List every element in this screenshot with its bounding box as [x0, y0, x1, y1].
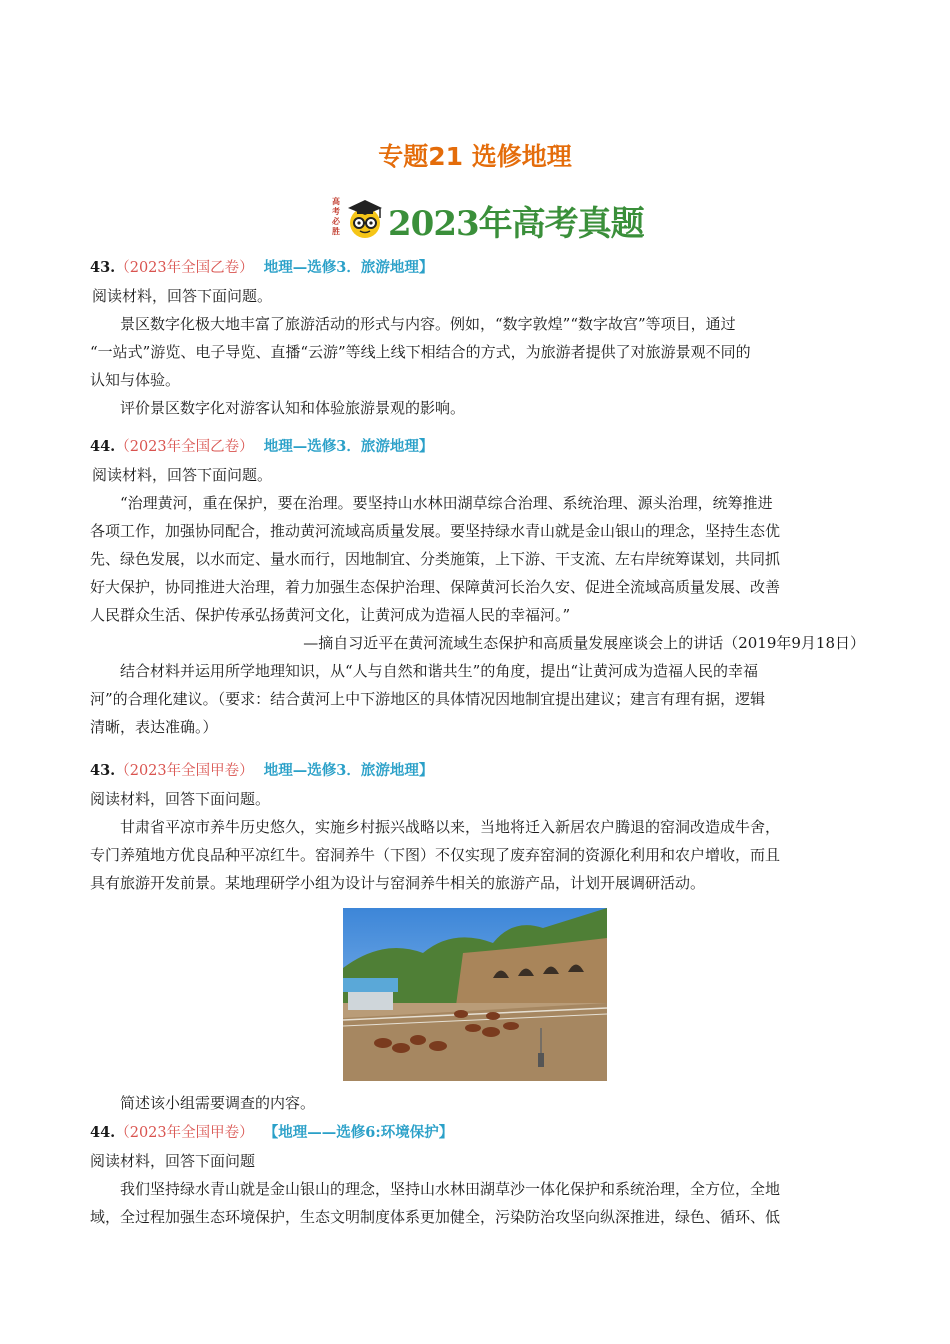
question-prompt-line: 清晰，表达准确。） [90, 718, 218, 736]
material-line: 景区数字化极大地丰富了旅游活动的形式与内容。例如，“数字敦煌”“数字故宫”等项目，通过 [120, 315, 736, 333]
material-line: 我们坚持绿水青山就是金山银山的理念，坚持山水林田湖草沙一体化保护和系统治理，全方位，全地 [120, 1180, 781, 1198]
material-line: 好大保护，协同推进大治理，着力加强生态保护治理、保障黄河长治久安、促进全流域高质量发展、改善 [90, 578, 781, 596]
question-number: 43. [90, 762, 116, 779]
question-1 [90, 254, 865, 422]
graduate-mascot-icon [344, 196, 386, 240]
question-source: （2023年全国甲卷） [115, 763, 254, 779]
question-number: 43. [90, 259, 116, 276]
question-prompt-line: 河”的合理化建议。（要求：结合黄河上中下游地区的具体情况因地制宜提出建议；建言有理有据，逻辑 [90, 690, 766, 708]
question-topic: 地理—选修3．旅游地理】 [263, 438, 434, 455]
question-topic: 地理—选修3．旅游地理】 [263, 259, 434, 276]
citation: —摘自习近平在黄河流域生态保护和高质量发展座谈会上的讲话（2019年9月18日） [303, 634, 865, 652]
material-line: 各项工作，加强协同配合，推动黄河流域高质量发展。要坚持绿水青山就是金山银山的理念，坚持生态优 [90, 522, 781, 540]
question-number: 44. [90, 1124, 116, 1141]
question-header [90, 1119, 865, 1147]
material-line: 人民群众生活、保护传承弘扬黄河文化，让黄河成为造福人民的幸福河。” [90, 606, 571, 624]
question-topic: 地理—选修3．旅游地理】 [263, 762, 434, 779]
question-header [90, 433, 865, 461]
material-line: 具有旅游开发前景。某地理研学小组为设计与窑洞养牛相关的旅游产品，计划开展调研活动。 [90, 874, 706, 892]
cave-cattle-farm-photo [343, 908, 607, 1081]
question-2 [90, 433, 865, 741]
question-prompt: 评价景区数字化对游客认知和体验旅游景观的影响。 [120, 399, 466, 417]
banner-title: 2023年高考真题 [388, 204, 644, 244]
question-intro: 阅读材料，回答下面问题 [90, 1152, 256, 1170]
material-line: 先、绿色发展，以水而定、量水而行，因地制宜、分类施策，上下游、干支流、左右岸统筹谋划，共同抓 [90, 550, 781, 568]
question-intro: 阅读材料，回答下面问题。 [90, 790, 271, 808]
exam-banner [330, 194, 644, 244]
question-3 [90, 757, 865, 897]
question-source: （2023年全国乙卷） [115, 260, 254, 276]
material-line: 域，全过程加强生态环境保护，生态文明制度体系更加健全，污染防治攻坚向纵深推进，绿色、循环、低 [90, 1208, 781, 1226]
question-header [90, 254, 865, 282]
question-intro: 阅读材料，回答下面问题。 [92, 287, 273, 305]
question-3-prompt [90, 1089, 865, 1117]
question-number: 44. [90, 438, 116, 455]
material-line: 专门养殖地方优良品种平凉红牛。窑洞养牛（下图）不仅实现了废弃窑洞的资源化利用和农户增收，而且 [90, 846, 781, 864]
question-intro: 阅读材料，回答下面问题。 [92, 466, 273, 484]
question-topic: 【地理——选修6:环境保护】 [263, 1124, 454, 1141]
material-line: 认知与体验。 [90, 371, 181, 389]
page-title: 专题21 选修地理 [378, 142, 572, 171]
question-header [90, 757, 865, 785]
material-line: “一站式”游览、电子导览、直播“云游”等线上线下相结合的方式，为旅游者提供了对旅游景观不同的 [90, 343, 751, 361]
question-prompt: 简述该小组需要调查的内容。 [120, 1094, 316, 1112]
material-line: “治理黄河，重在保护，要在治理。要坚持山水林田湖草综合治理、系统治理、源头治理，统筹推进 [120, 494, 773, 512]
banner-side-text: 高考必胜 [332, 196, 340, 236]
question-source: （2023年全国乙卷） [115, 439, 254, 455]
question-prompt-line: 结合材料并运用所学地理知识，从“人与自然和谐共生”的角度，提出“让黄河成为造福人民的幸福 [120, 662, 759, 680]
question-4 [90, 1119, 865, 1231]
question-source: （2023年全国甲卷） [115, 1125, 254, 1141]
material-line: 甘肃省平凉市养牛历史悠久，实施乡村振兴战略以来，当地将迁入新居农户腾退的窑洞改造成牛舍， [120, 818, 781, 836]
